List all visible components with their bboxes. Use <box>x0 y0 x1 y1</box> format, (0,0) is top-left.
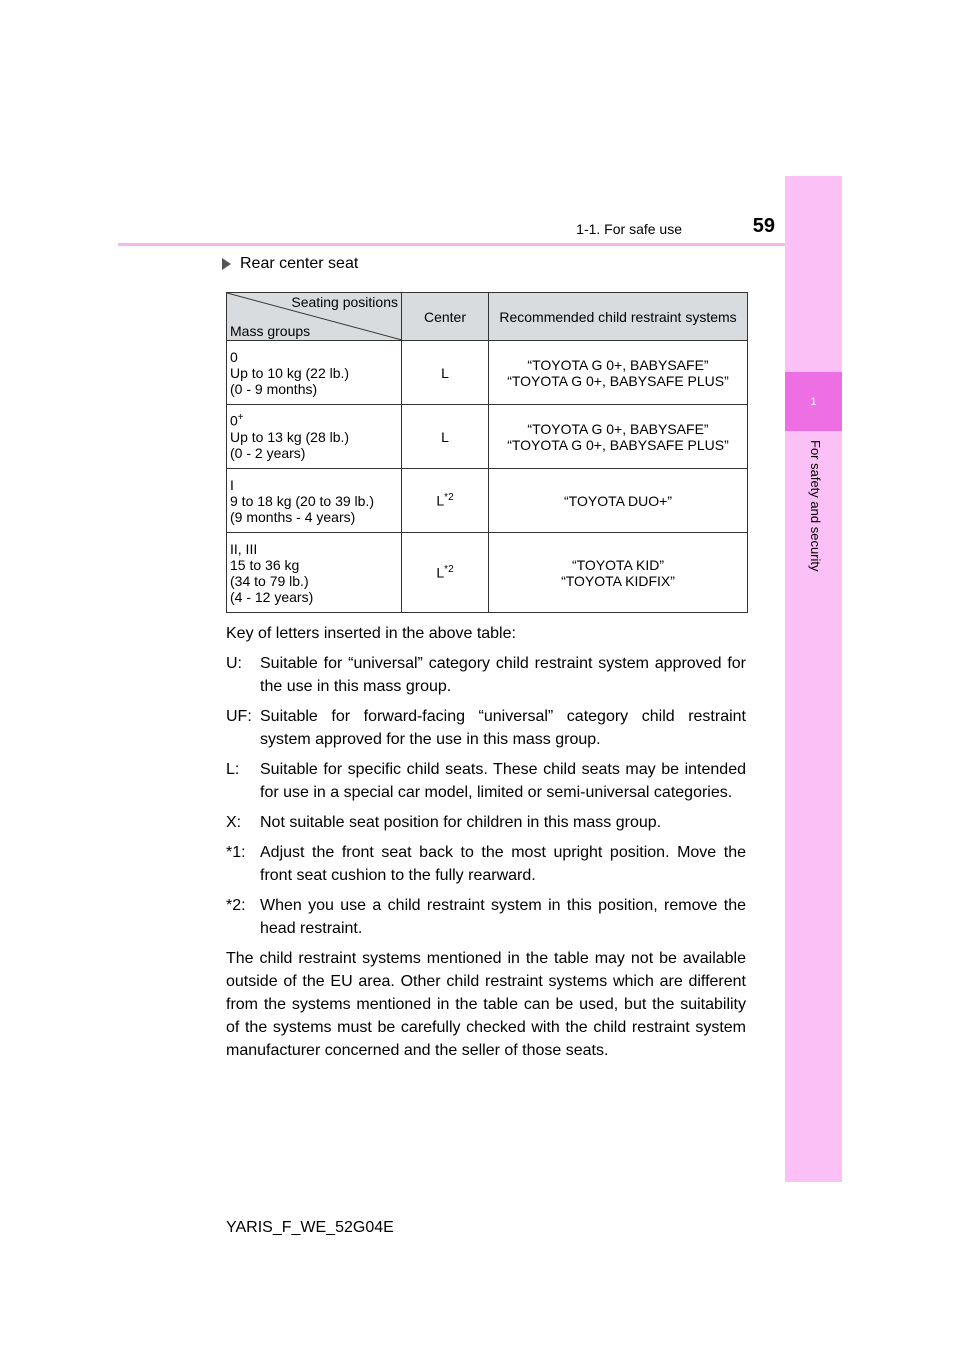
group-age: (4 - 12 years) <box>230 588 314 605</box>
chapter-side-tab <box>785 176 842 1182</box>
key-description: Suitable for specific child seats. These child seats may be intended for use in a special car model, limited or semi-universal categories. <box>260 761 746 801</box>
table-row <box>227 469 748 533</box>
section-title: 1-1. For safe use <box>576 221 682 237</box>
footnote-marker: *2 <box>444 492 454 504</box>
center-cell: $L^{*2}$ <box>402 533 489 613</box>
seating-positions-label: Seating positions <box>291 294 398 310</box>
mass-group-cell <box>227 533 402 613</box>
recommended-item: “TOYOTA G 0+, BABYSAFE PLUS” <box>507 436 729 453</box>
mass-groups-label: Mass groups <box>230 323 311 339</box>
document-code: YARIS_F_WE_52G04E <box>226 1219 394 1236</box>
group-name: II, III <box>230 540 258 557</box>
header-rule <box>118 243 785 246</box>
page-number: 59 <box>752 215 775 237</box>
table-row <box>227 405 748 469</box>
footnote-marker: *2 <box>444 564 454 576</box>
key-description: When you use a child restraint system in this position, remove the head restraint. <box>260 897 746 937</box>
key-intro: Key of letters inserted in the above table: <box>226 625 516 642</box>
key-letter: *1: <box>226 844 246 861</box>
recommended-cell <box>489 533 748 613</box>
subheading <box>222 255 358 273</box>
key-item <box>226 758 746 804</box>
group-age: (0 - 2 years) <box>230 444 306 461</box>
recommended-item: “TOYOTA DUO+” <box>564 492 672 509</box>
center-cell: L <box>402 405 489 469</box>
recommended-item: “TOYOTA KID” <box>571 556 665 573</box>
chapter-label: For safety and security <box>808 440 823 572</box>
key-letter: U: <box>226 655 242 672</box>
triangle-bullet-icon <box>222 258 231 270</box>
group-weight: 15 to 36 kg <box>230 556 300 573</box>
center-cell: $L^{*2}$ <box>402 469 489 533</box>
key-letter: X: <box>226 814 242 831</box>
table-row <box>227 533 748 613</box>
mass-group-cell <box>227 405 402 469</box>
group-weight: 9 to 18 kg (20 to 39 lb.) <box>230 492 374 509</box>
key-item <box>226 841 746 887</box>
recommended-item: “TOYOTA KIDFIX” <box>561 572 675 589</box>
key-letter: *2: <box>226 897 246 914</box>
group-weight: Up to 13 kg (28 lb.) <box>230 428 350 445</box>
child-restraint-table <box>226 292 748 613</box>
center-header: Center <box>402 293 489 341</box>
subheading-text: Rear center seat <box>240 255 359 272</box>
key-letter: UF: <box>226 708 252 725</box>
recommended-item: “TOYOTA G 0+, BABYSAFE PLUS” <box>507 372 729 389</box>
recommended-item: “TOYOTA G 0+, BABYSAFE” <box>527 420 709 437</box>
group-name: 0+ <box>230 412 244 429</box>
key-description: Suitable for forward-facing “universal” category child restraint system approved for the use in this mass group. <box>260 708 746 748</box>
key-item <box>226 894 746 940</box>
header-diagonal-cell <box>227 293 402 341</box>
recommended-item: “TOYOTA G 0+, BABYSAFE” <box>527 356 709 373</box>
mass-group-cell <box>227 469 402 533</box>
body-text <box>226 622 746 1062</box>
group-superscript: + <box>237 412 244 424</box>
table-row <box>227 341 748 405</box>
key-item <box>226 811 746 834</box>
group-weight-lb: (34 to 79 lb.) <box>230 572 309 589</box>
center-cell: L <box>402 341 489 405</box>
mass-group-cell <box>227 341 402 405</box>
group-name: 0 <box>230 348 238 365</box>
recommended-cell <box>489 469 748 533</box>
key-description: Adjust the front seat back to the most upright position. Move the front seat cushion to the fully rearward. <box>260 844 746 884</box>
recommended-header: Recommended child restraint systems <box>489 293 748 341</box>
closing-paragraph: The child restraint systems mentioned in the table may not be available outside of the EU area. Other child restraint systems which are different from the systems mentioned in the table can be used, but the suitability of the systems must be carefully checked with the child restraint system manufacturer concerned and the seller of those seats. <box>226 950 746 1059</box>
group-age: (0 - 9 months) <box>230 380 318 397</box>
table-header-row <box>227 293 748 341</box>
key-description: Not suitable seat position for children in this mass group. <box>260 814 662 831</box>
key-letter: L: <box>226 761 240 778</box>
key-item <box>226 705 746 751</box>
key-item <box>226 652 746 698</box>
group-name: I <box>230 476 234 493</box>
group-age: (9 months - 4 years) <box>230 508 356 525</box>
chapter-number-tab[interactable]: 1 <box>785 372 842 431</box>
group-weight: Up to 10 kg (22 lb.) <box>230 364 350 381</box>
recommended-cell <box>489 341 748 405</box>
recommended-cell <box>489 405 748 469</box>
key-description: Suitable for “universal” category child restraint system approved for the use in this mass group. <box>260 655 746 695</box>
